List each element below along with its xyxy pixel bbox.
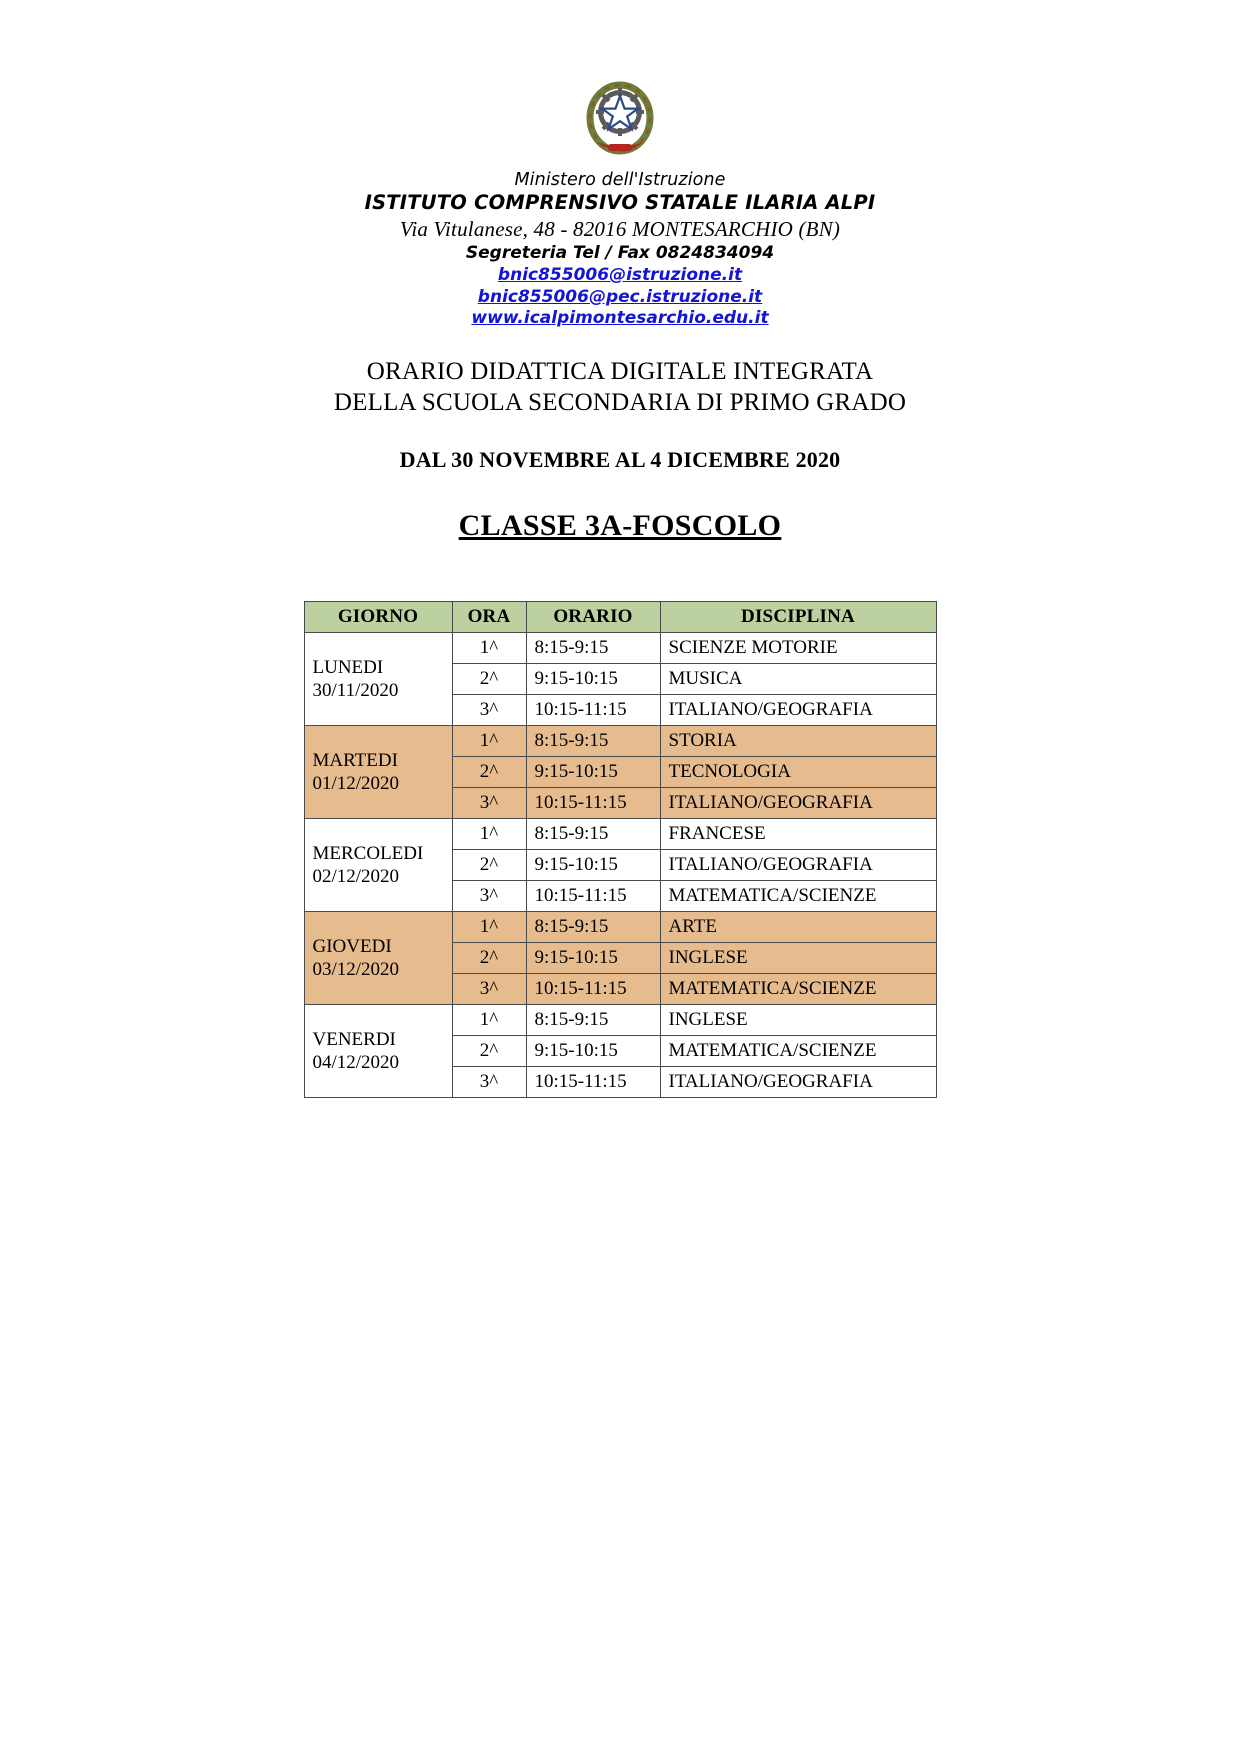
subject-cell: MATEMATICA/SCIENZE [660,1035,936,1066]
day-name: GIOVEDI [312,935,392,957]
time-cell: 10:15-11:15 [526,787,660,818]
page-title-line2: DELLA SCUOLA SECONDARIA DI PRIMO GRADO [333,389,907,417]
day-name: MARTEDI [312,749,398,771]
time-cell: 10:15-11:15 [526,880,660,911]
subject-cell: FRANCESE [660,818,936,849]
class-name: CLASSE 3A-FOSCOLO [458,509,782,543]
period-cell: 1^ [452,818,526,849]
day-cell [304,632,452,725]
table-row [304,818,936,849]
day-cell [304,1004,452,1097]
time-cell: 8:15-9:15 [526,818,660,849]
day-date: 03/12/2020 [312,958,400,980]
website-link[interactable]: www.icalpimontesarchio.edu.it [471,308,769,329]
subject-cell: MATEMATICA/SCIENZE [660,973,936,1004]
schedule-table-container [90,601,1150,1098]
school-address: Via Vitulanese, 48 - 82016 MONTESARCHIO (BN) [399,217,841,242]
institution-header [90,169,1150,330]
period-cell: 3^ [452,787,526,818]
period-cell: 3^ [452,973,526,1004]
subject-cell: STORIA [660,725,936,756]
period-cell: 3^ [452,1066,526,1097]
table-body [304,632,936,1097]
day-name: LUNEDI [312,656,384,678]
day-cell [304,818,452,911]
time-cell: 9:15-10:15 [526,849,660,880]
column-header-orario: ORARIO [526,601,660,632]
period-cell: 1^ [452,725,526,756]
day-name: MERCOLEDI [312,842,424,864]
school-name: ISTITUTO COMPRENSIVO STATALE ILARIA ALPI [364,191,876,215]
time-cell: 9:15-10:15 [526,942,660,973]
subject-cell: ITALIANO/GEOGRAFIA [660,1066,936,1097]
subject-cell: MATEMATICA/SCIENZE [660,880,936,911]
time-cell: 8:15-9:15 [526,1004,660,1035]
subject-cell: ITALIANO/GEOGRAFIA [660,787,936,818]
pec-email-link[interactable]: bnic855006@pec.istruzione.it [477,286,763,307]
period-cell: 1^ [452,632,526,663]
italian-republic-emblem-icon [582,66,658,158]
period-cell: 2^ [452,663,526,694]
ministry-label: Ministero dell'Istruzione [514,170,726,190]
period-cell: 2^ [452,756,526,787]
time-cell: 10:15-11:15 [526,694,660,725]
subject-cell: INGLESE [660,942,936,973]
time-cell: 9:15-10:15 [526,663,660,694]
document-title-block [90,356,1150,544]
subject-cell: ARTE [660,911,936,942]
time-cell: 9:15-10:15 [526,756,660,787]
day-date: 02/12/2020 [312,865,400,887]
time-cell: 8:15-9:15 [526,725,660,756]
subject-cell: MUSICA [660,663,936,694]
subject-cell: SCIENZE MOTORIE [660,632,936,663]
subject-cell: INGLESE [660,1004,936,1035]
subject-cell: TECNOLOGIA [660,756,936,787]
column-header-ora: ORA [452,601,526,632]
day-date: 01/12/2020 [312,772,400,794]
period-cell: 1^ [452,911,526,942]
table-header-row [304,601,936,632]
column-header-disciplina: DISCIPLINA [660,601,936,632]
time-cell: 8:15-9:15 [526,911,660,942]
day-cell [304,911,452,1004]
time-cell: 10:15-11:15 [526,1066,660,1097]
table-row [304,632,936,663]
schedule-table [304,601,937,1098]
day-date: 04/12/2020 [312,1051,400,1073]
subject-cell: ITALIANO/GEOGRAFIA [660,694,936,725]
subject-cell: ITALIANO/GEOGRAFIA [660,849,936,880]
emblem-container [90,66,1150,163]
time-cell: 10:15-11:15 [526,973,660,1004]
school-phone: Segreteria Tel / Fax 0824834094 [465,243,775,264]
period-cell: 3^ [452,694,526,725]
time-cell: 8:15-9:15 [526,632,660,663]
date-range: DAL 30 NOVEMBRE AL 4 DICEMBRE 2020 [399,447,841,473]
time-cell: 9:15-10:15 [526,1035,660,1066]
email-link[interactable]: bnic855006@istruzione.it [497,264,743,285]
table-row [304,911,936,942]
table-row [304,725,936,756]
period-cell: 2^ [452,942,526,973]
table-header [304,601,936,632]
period-cell: 2^ [452,1035,526,1066]
table-row [304,1004,936,1035]
period-cell: 2^ [452,849,526,880]
period-cell: 3^ [452,880,526,911]
page-title-line1: ORARIO DIDATTICA DIGITALE INTEGRATA [366,358,874,386]
column-header-giorno: GIORNO [304,601,452,632]
period-cell: 1^ [452,1004,526,1035]
day-name: VENERDI [312,1028,396,1050]
day-date: 30/11/2020 [312,679,399,701]
day-cell [304,725,452,818]
